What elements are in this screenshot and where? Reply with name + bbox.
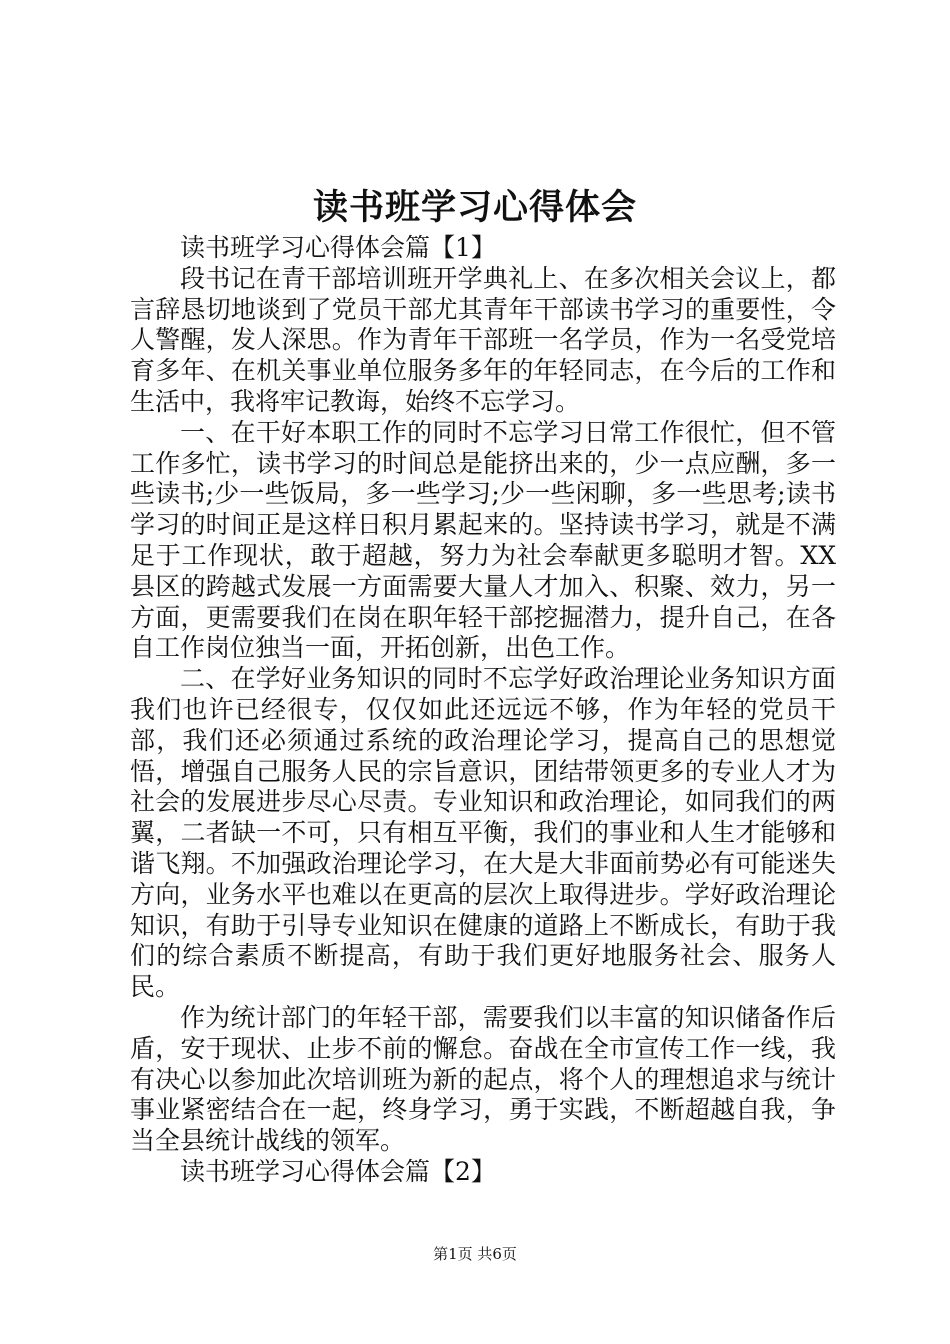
paragraph: 段书记在青干部培训班开学典礼上、在多次相关会议上，都言辞恳切地谈到了党员干部尤其青年干部读书学习的重要性，令人警醒，发人深思。作为青年干部班一名学员，作为一名受党培育多年、在机关事业单位服务多年的年轻同志，在今后的工作和生活中，我将牢记教诲，始终不忘学习。 <box>130 263 836 416</box>
section-heading-2: 读书班学习心得体会篇【2】 <box>180 1156 496 1186</box>
paragraph: 一、在干好本职工作的同时不忘学习日常工作很忙，但不管工作多忙，读书学习的时间总是能挤出来的，少一点应酬，多一些读书;少一些饭局，多一些学习;少一些闲聊，多一些思考;读书学习的时间正是这样日积月累起来的。坚持读书学习，就是不满足于工作现状，敢于超越，努力为社会奉献更多聪明才智。XX县区的跨越式发展一方面需要大量人才加入、积聚、效力，另一方面，更需要我们在岗在职年轻干部挖掘潜力，提升自己，在各自工作岗位独当一面，开拓创新，出色工作。 <box>130 417 836 663</box>
document-title: 读书班学习心得体会 <box>312 187 637 228</box>
paragraph: 作为统计部门的年轻干部，需要我们以丰富的知识储备作后盾，安于现状、止步不前的懈怠。奋战在全市宣传工作一线，我有决心以参加此次培训班为新的起点，将个人的理想追求与统计事业紧密结合在一起，终身学习，勇于实践，不断超越自我，争当全县统计战线的领军。 <box>130 1002 836 1156</box>
section-heading-1: 读书班学习心得体会篇【1】 <box>180 233 496 262</box>
paragraph: 二、在学好业务知识的同时不忘学好政治理论业务知识方面我们也许已经很专，仅仅如此还远远不够，作为年轻的党员干部，我们还必须通过系统的政治理论学习，提高自己的思想觉悟，增强自己服务人民的宗旨意识，团结带领更多的专业人才为社会的发展进步尽心尽责。专业知识和政治理论，如同我们的两翼，二者缺一不可，只有相互平衡，我们的事业和人生才能够和谐飞翔。不加强政治理论学习，在大是大非面前势必有可能迷失方向，业务水平也难以在更高的层次上取得进步。学好政治理论知识，有助于引导专业知识在健康的道路上不断成长，有助于我们的综合素质不断提高，有助于我们更好地服务社会、服务人民。 <box>130 664 836 1002</box>
page-number-footer: 第1页 共6页 <box>433 1245 517 1263</box>
document-body <box>130 233 836 1188</box>
